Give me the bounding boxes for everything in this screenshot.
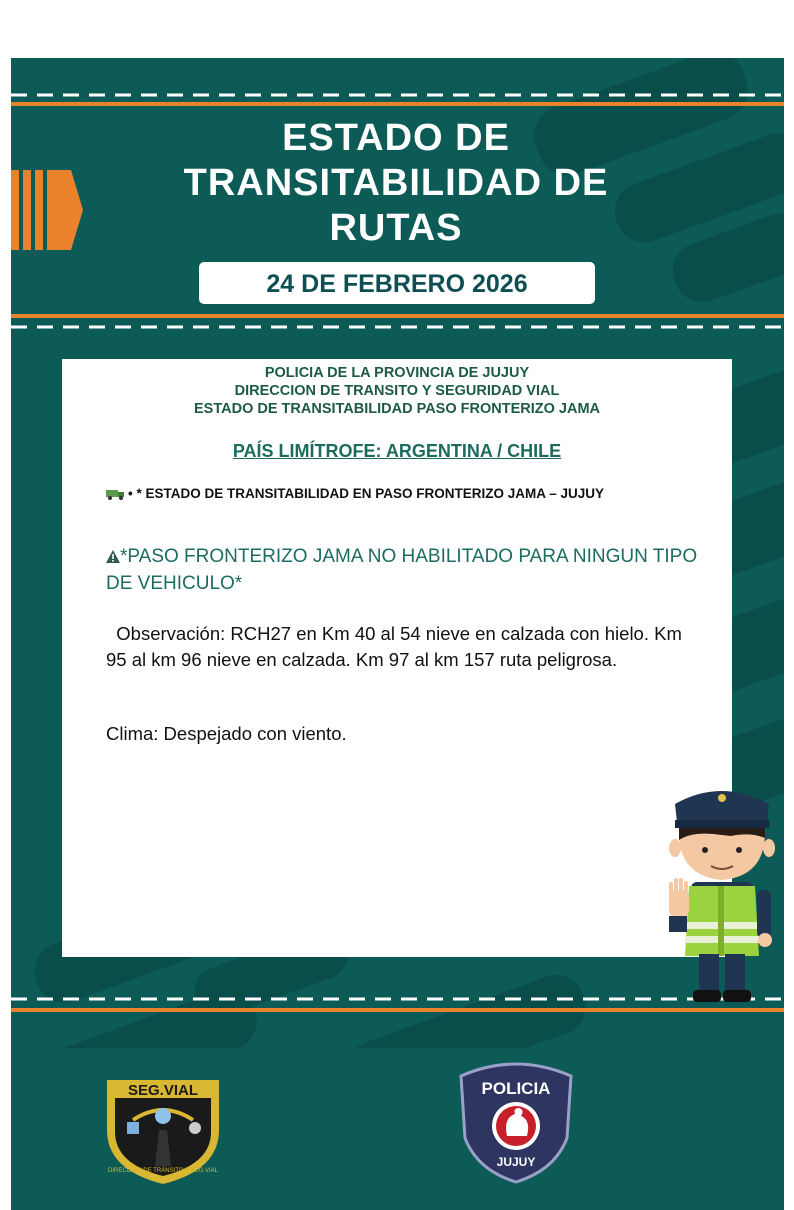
title-line-2: TRANSITABILIDAD DE: [183, 162, 609, 204]
orange-divider-top: [11, 102, 784, 106]
policia-jujuy-badge: [455, 1058, 577, 1184]
org-line-3: ESTADO DE TRANSITABILIDAD PASO FRONTERIZO JAMA: [194, 401, 600, 417]
dashed-divider-mid: [11, 324, 784, 330]
policia-sub-text: JUJUY: [496, 1155, 536, 1169]
alert-text: *PASO FRONTERIZO JAMA NO HABILITADO PARA NINGUN TIPO DE VEHICULO*: [106, 546, 698, 594]
warning-icon: [106, 550, 120, 563]
closure-alert: [106, 543, 706, 597]
seg-vial-ring-text: DIRECCIÓN DE TRÁNSITO Y SEG.VIAL: [108, 1168, 218, 1174]
country-heading: [62, 441, 732, 462]
org-line-1: POLICIA DE LA PROVINCIA DE JUJUY: [264, 365, 530, 381]
footer-band: [11, 1048, 784, 1210]
title-line-3: RUTAS: [329, 207, 463, 249]
orange-divider-mid: [11, 314, 784, 318]
status-line: [106, 485, 692, 503]
seg-vial-logo: [99, 1070, 227, 1186]
seg-vial-text: SEG.VIAL: [127, 1082, 199, 1099]
observation-text: [106, 621, 706, 673]
poster: [11, 58, 784, 1210]
weather-text: Clima: Despejado con viento.: [106, 723, 347, 744]
org-line-2: DIRECCION DE TRANSITO Y SEGURIDAD VIAL: [234, 383, 560, 399]
report-card: [62, 359, 732, 957]
police-officer-illustration: [661, 786, 784, 1014]
date-badge: 24 DE FEBRERO 2026: [199, 262, 595, 304]
page-title: [71, 116, 721, 251]
truck-icon: [106, 488, 126, 500]
policia-text: POLICIA: [481, 1079, 551, 1098]
country-label: PAÍS LIMÍTROFE: ARGENTINA / CHILE: [232, 441, 562, 461]
title-line-1: ESTADO DE: [282, 117, 510, 159]
observation-value: Observación: RCH27 en Km 40 al 54 nieve en calzada con hielo. Km 95 al km 96 nieve en calzada. Km 97 al km 157 ruta peligrosa.: [106, 623, 682, 670]
dashed-divider-top: [11, 92, 784, 98]
status-text: • * ESTADO DE TRANSITABILIDAD EN PASO FRONTERIZO JAMA – JUJUY: [128, 486, 605, 501]
